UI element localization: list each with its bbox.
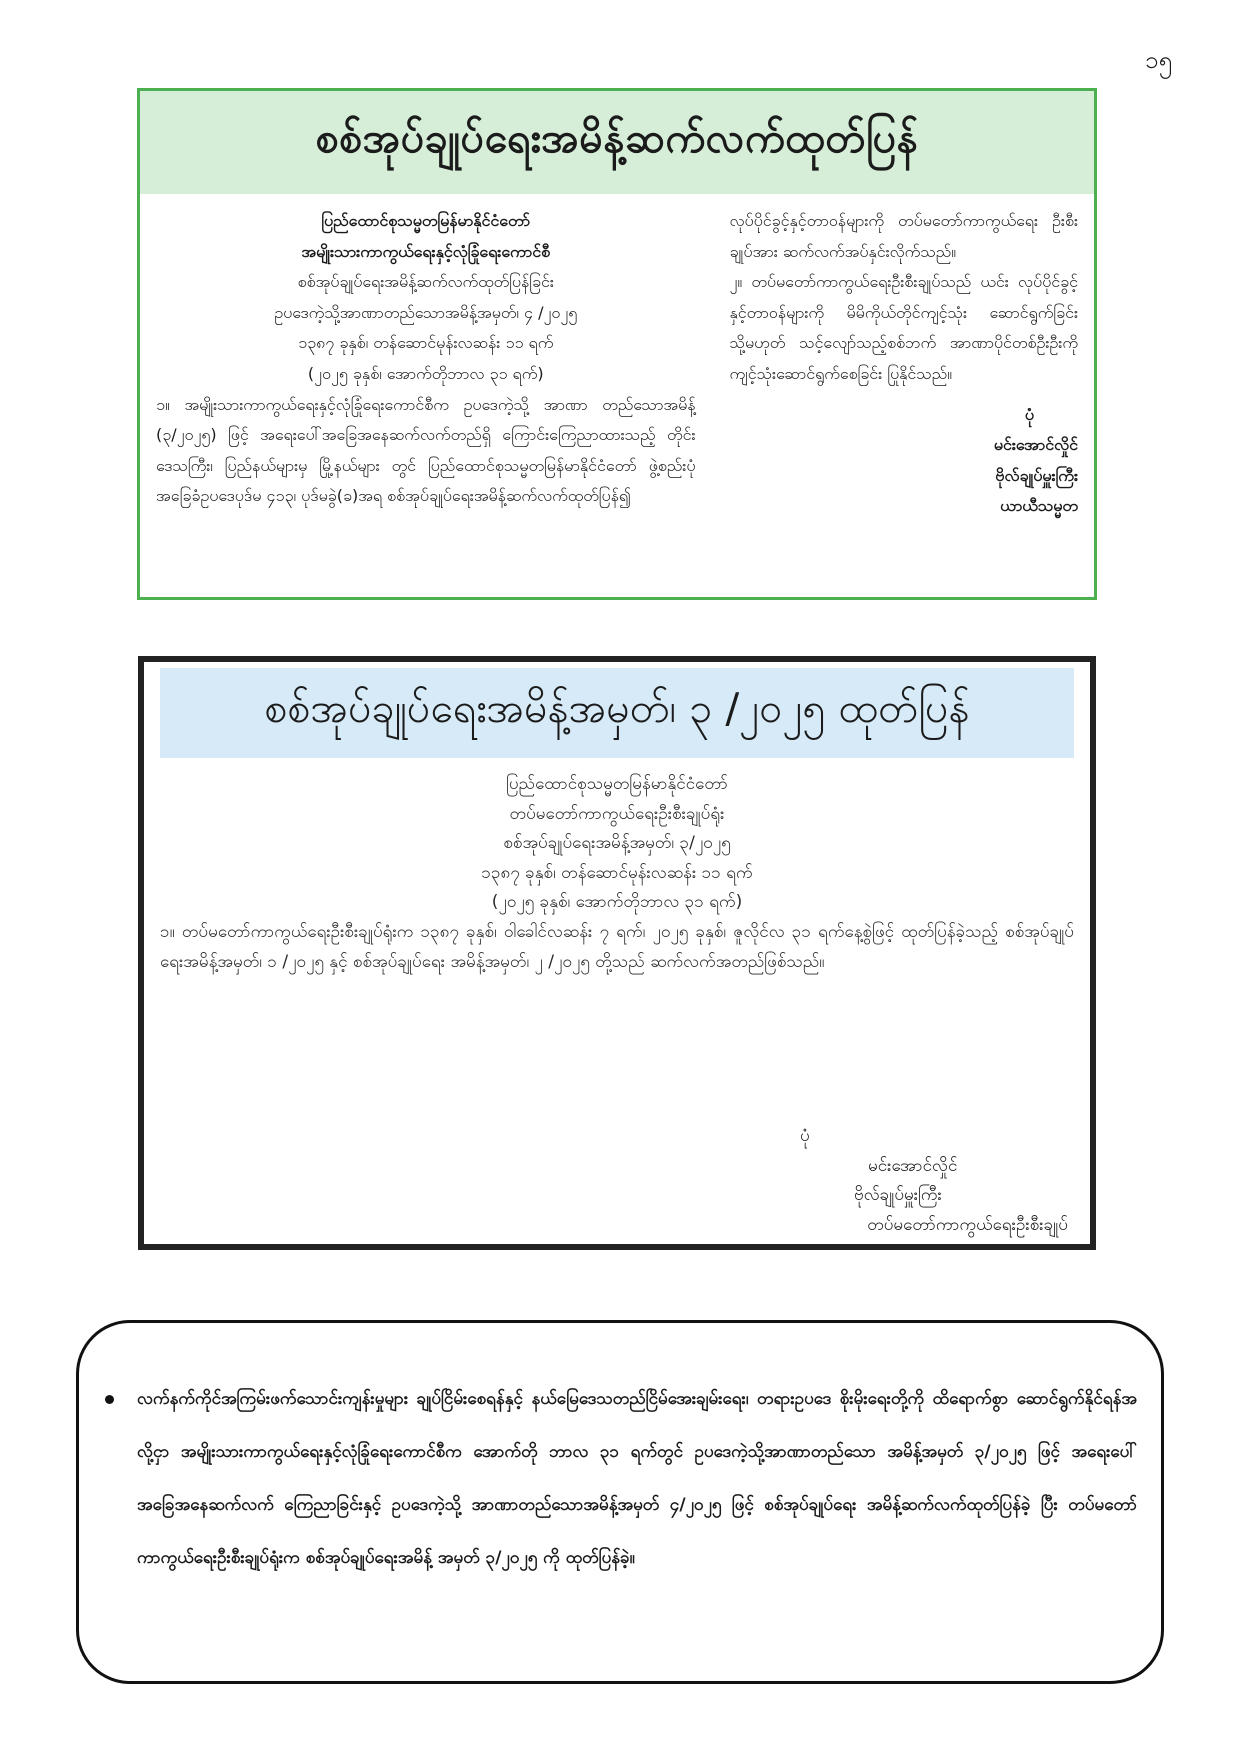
notice1-left-column: [156, 206, 696, 522]
notice1-sig-title: ယာယီသမ္မတ: [1000, 496, 1078, 516]
notice1-right-column: [730, 206, 1079, 522]
notice2-header-line: တပ်မတော်ကာကွယ်ရေးဦးစီးချုပ်ရုံး: [509, 803, 725, 824]
page-number: ၁၅: [1145, 46, 1172, 74]
notice2-sig-title: တပ်မတော်ကာကွယ်ရေးဦးစီးချုပ်: [867, 1214, 1068, 1235]
notice2-header-line: ၁၃၈၇ ခုနှစ်၊ တန်ဆောင်မုန်းလဆန်း ၁၁ ရက်: [481, 862, 753, 883]
notice1-header-line: အမျိုးသားကာကွယ်ရေးနှင့်လုံခြုံရေးကောင်စီ: [301, 241, 551, 261]
notice2-sig-name: မင်းအောင်လှိုင်: [868, 1155, 958, 1176]
notice2-title: စစ်အုပ်ချုပ်ရေးအမိန့်အမှတ်၊ ၃ /၂၀၂၅ ထုတ်ပြန်: [264, 684, 970, 732]
notice1-paragraph-cont: လုပ်ပိုင်ခွင့်နှင့်တာဝန်များကို တပ်မတော်ကာကွယ်ရေး ဦးစီးချုပ်အား ဆက်လက်အပ်နှင်းလိုက်သည်။: [729, 211, 1078, 261]
notice1-title: စစ်အုပ်ချုပ်ရေးအမိန့်ဆက်လက်ထုတ်ပြန်: [315, 113, 919, 162]
notice2-sig-rank: ဗိုလ်ချုပ်မှူးကြီး: [854, 1185, 942, 1206]
notice-martial-law-extension: [137, 88, 1097, 600]
notice1-sig-rank: ဗိုလ်ချုပ်မှူးကြီး: [995, 465, 1078, 485]
notice1-title-band: [140, 91, 1094, 194]
notice2-sig-seal: ပုံ: [800, 1126, 810, 1146]
notice1-header-line: ပြည်ထောင်စုသမ္မတမြန်မာနိုင်ငံတော်: [321, 211, 531, 230]
notice2-title-band: [160, 668, 1074, 758]
notice1-header-line: (၂၀၂၅ ခုနှစ်၊ အောက်တိုဘာလ ၃၁ ရက်): [307, 363, 544, 383]
notice1-header-line: ဥပဒေကဲ့သို့အာဏာတည်သောအမိန့်အမှတ်၊ ၄ /၂၀၂၅: [274, 302, 578, 322]
notice1-header-line: ၁၃၈၇ ခုနှစ်၊ တန်ဆောင်မုန်းလဆန်း ၁၁ ရက်: [298, 333, 554, 353]
notice1-header-line: စစ်အုပ်ချုပ်ရေးအမိန့်ဆက်လက်ထုတ်ပြန်ခြင်း: [297, 272, 554, 292]
notice2-paragraph: ၁။ တပ်မတော်ကာကွယ်ရေးဦးစီးချုပ်ရုံးက ၁၃၈၇ ခုနှစ်၊ ဝါခေါင်လဆန်း ၇ ရက်၊ ၂၀၂၅ ခုနှစ်၊ ဇူလိုင်လ ၃၁ ရက်နေ့စွဲဖြင့် ထုတ်ပြန်ခဲ့သည့် စစ်အုပ်ချုပ်ရေးအမိန့်အမှတ်၊ ၁ /၂၀၂၅ နှင့် စစ်အုပ်ချုပ်ရေး အမိန့်အမှတ်၊ ၂ /၂၀၂၅ တို့သည် ဆက်လက်အတည်ဖြစ်သည်။: [160, 921, 1074, 972]
notice1-paragraph-2: ၂။ တပ်မတော်ကာကွယ်ရေးဦးစီးချုပ်သည် ယင်း လုပ်ပိုင်ခွင့်နှင့်တာဝန်များကို မိမိကိုယ်တိုင်ကျင့်သုံး ဆောင်ရွက်ခြင်း သို့မဟုတ် သင့်လျော်သည့်စစ်ဘက် အာဏာပိုင်တစ်ဦးဦးကို ကျင့်သုံးဆောင်ရွက်စေခြင်း ပြုနိုင်သည်။: [729, 272, 1078, 383]
notice1-sig-name: မင်းအောင်လှိုင်: [993, 435, 1078, 455]
notice2-header-line: ပြည်ထောင်စုသမ္မတမြန်မာနိုင်ငံတော်: [506, 774, 728, 794]
bullet-icon: [105, 1395, 114, 1404]
notice2-signature: [748, 1122, 1068, 1240]
summary-text: လက်နက်ကိုင်အကြမ်းဖက်သောင်းကျန်းမှုများ ချုပ်ငြိမ်းစေရန်နှင့် နယ်မြေဒေသတည်ငြိမ်အေးချမ်းရေး၊ တရားဥပဒေ စိုးမိုးရေးတို့ကို ထိရောက်စွာ ဆောင်ရွက်နိုင်ရန်အလို့ငှာ အမျိုးသားကာကွယ်ရေးနှင့်လုံခြုံရေးကောင်စီက အောက်တို ဘာလ ၃၁ ရက်တွင် ဥပဒေကဲ့သို့အာဏာတည်သော အမိန့်အမှတ် ၃/၂၀၂၅ ဖြင့် အရေးပေါ်အခြေအနေဆက်လက် ကြေညာခြင်းနှင့် ဥပဒေကဲ့သို့ အာဏာတည်သောအမိန့်အမှတ် ၄/၂၀၂၅ ဖြင့် စစ်အုပ်ချုပ်ရေး အမိန့်ဆက်လက်ထုတ်ပြန်ခဲ့ ပြီး တပ်မတော်ကာကွယ်ရေးဦးစီးချုပ်ရုံးက စစ်အုပ်ချုပ်ရေးအမိန့် အမှတ် ၃/၂၀၂၅ ကို ထုတ်ပြန်ခဲ့။: [137, 1389, 1137, 1568]
summary-box: [76, 1320, 1164, 1684]
notice1-paragraph-1: ၁။ အမျိုးသားကာကွယ်ရေးနှင့်လုံခြုံရေးကောင်စီက ဥပဒေကဲ့သို့ အာဏာ တည်သောအမိန့် (၃/၂၀၂၅) ဖြင့် အရေးပေါ်အခြေအနေဆက်လက်တည်ရှိ ကြောင်းကြေညာထားသည့် တိုင်းဒေသကြီး၊ ပြည်နယ်များမှ မြို့နယ်များ တွင် ပြည်ထောင်စုသမ္မတမြန်မာနိုင်ငံတော် ဖွဲ့စည်းပုံအခြေခံဥပဒေပုဒ်မ ၄၁၃၊ ပုဒ်မခွဲ(ခ)အရ စစ်အုပ်ချုပ်ရေးအမိန့်ဆက်လက်ထုတ်ပြန်၍: [156, 394, 696, 506]
notice2-header-line: စစ်အုပ်ချုပ်ရေးအမိန့်အမှတ်၊ ၃/၂၀၂၅: [503, 833, 731, 854]
notice-martial-law-order-3: [138, 656, 1096, 1250]
notice1-sig-seal: ပုံ: [1024, 404, 1034, 424]
notice2-header-line: (၂၀၂၅ ခုနှစ်၊ အောက်တိုဘာလ ၃၁ ရက်): [491, 892, 743, 913]
